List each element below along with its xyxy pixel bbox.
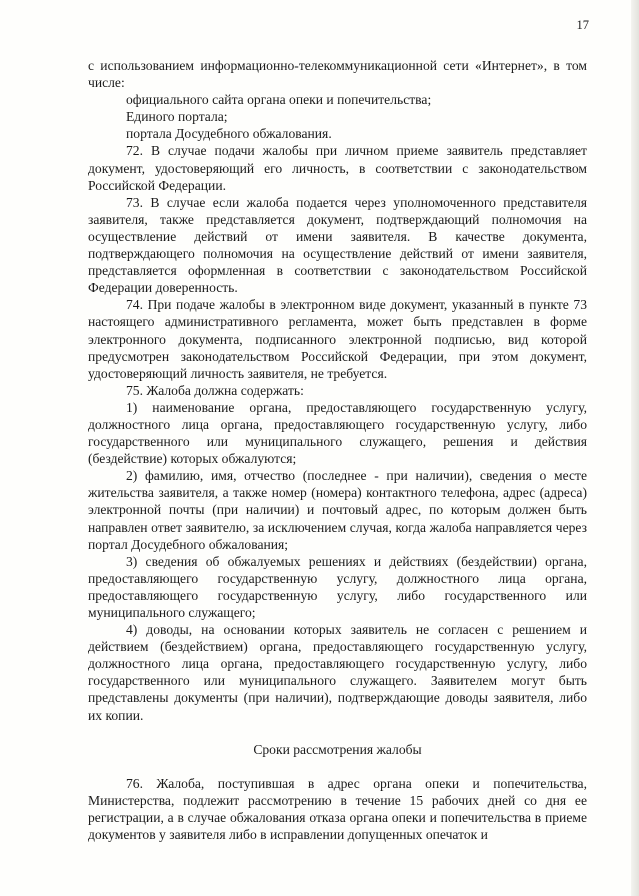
paragraph-73: 73. В случае если жалоба подается через уполномоченного представителя заявителя, также представляется документ, подтверждающий полномочия на осуществление действий от имени заявителя. В качестве документа, подтверждающего полномочия на осуществление действий от имени заявителя, представляется оформленная в соответствии с законодательством Российской Федерации доверенность.	[88, 194, 587, 296]
paragraph-75-item-1: 1) наименование органа, предоставляющего государственную услугу, должностного лица органа, предоставляющего государственную услугу, либо государственного или муниципального служащего, решения и действия (бездействие) которых обжалуются;	[88, 399, 587, 467]
document-body	[88, 57, 587, 843]
paragraph-75-item-4: 4) доводы, на основании которых заявитель не согласен с решением и действием (бездействием) органа, предоставляющего государственную услугу, должностного лица органа, предоставляющего государственную услугу, либо государственного или муниципального служащего. Заявителем могут быть представлены документы (при наличии), подтверждающие доводы заявителя, либо их копии.	[88, 622, 587, 723]
list-item-official-site: официального сайта органа опеки и попечительства;	[126, 92, 432, 108]
paragraph-75-item-3: 3) сведения об обжалуемых решениях и действиях (бездействии) органа, предоставляющего государственную услугу, должностного лица органа, предоставляющего государственную услугу, либо государственного или муниципального служащего;	[88, 553, 587, 620]
page-edge-shadow	[631, 0, 639, 896]
list-item-single-portal: Единого портала;	[126, 109, 228, 125]
list-item-pretrial-portal: портала Досудебного обжалования.	[126, 126, 332, 142]
paragraph-76: 76. Жалоба, поступившая в адрес органа опеки и попечительства, Министерства, подлежит рассмотрению в течение 15 рабочих дней со дня ее регистрации, а в случае обжалования отказа органа опеки и попечительства в приеме документов у заявителя либо в исправлении допущенных опечаток и	[88, 775, 587, 843]
paragraph-72: 72. В случае подачи жалобы при личном приеме заявитель представляет документ, удостоверяющий его личность, в соответствии с законодательством Российской Федерации.	[88, 143, 587, 193]
section-heading: Сроки рассмотрения жалобы	[253, 741, 422, 757]
paragraph-75: 75. Жалоба должна содержать:	[126, 382, 304, 398]
paragraph-intro: с использованием информационно-телекоммуникационной сети «Интернет», в том числе:	[88, 58, 587, 91]
paragraph-75-item-2: 2) фамилию, имя, отчество (последнее - при наличии), сведения о месте жительства заявителя, а также номер (номера) контактного телефона, адрес (адреса) электронной почты (при наличии) и почтовый адрес, по которым должен быть направлен ответ заявителю, за исключением случая, когда жалоба направляется через портал Досудебного обжалования;	[88, 468, 587, 552]
page-number: 17	[576, 18, 589, 32]
paragraph-74: 74. При подаче жалобы в электронном виде документ, указанный в пункте 73 настоящего административного регламента, может быть представлен в форме электронного документа, подписанного электронной подписью, вид которой предусмотрен законодательством Российской Федерации, при этом документ, удостоверяющий личность заявителя, не требуется.	[88, 297, 587, 381]
